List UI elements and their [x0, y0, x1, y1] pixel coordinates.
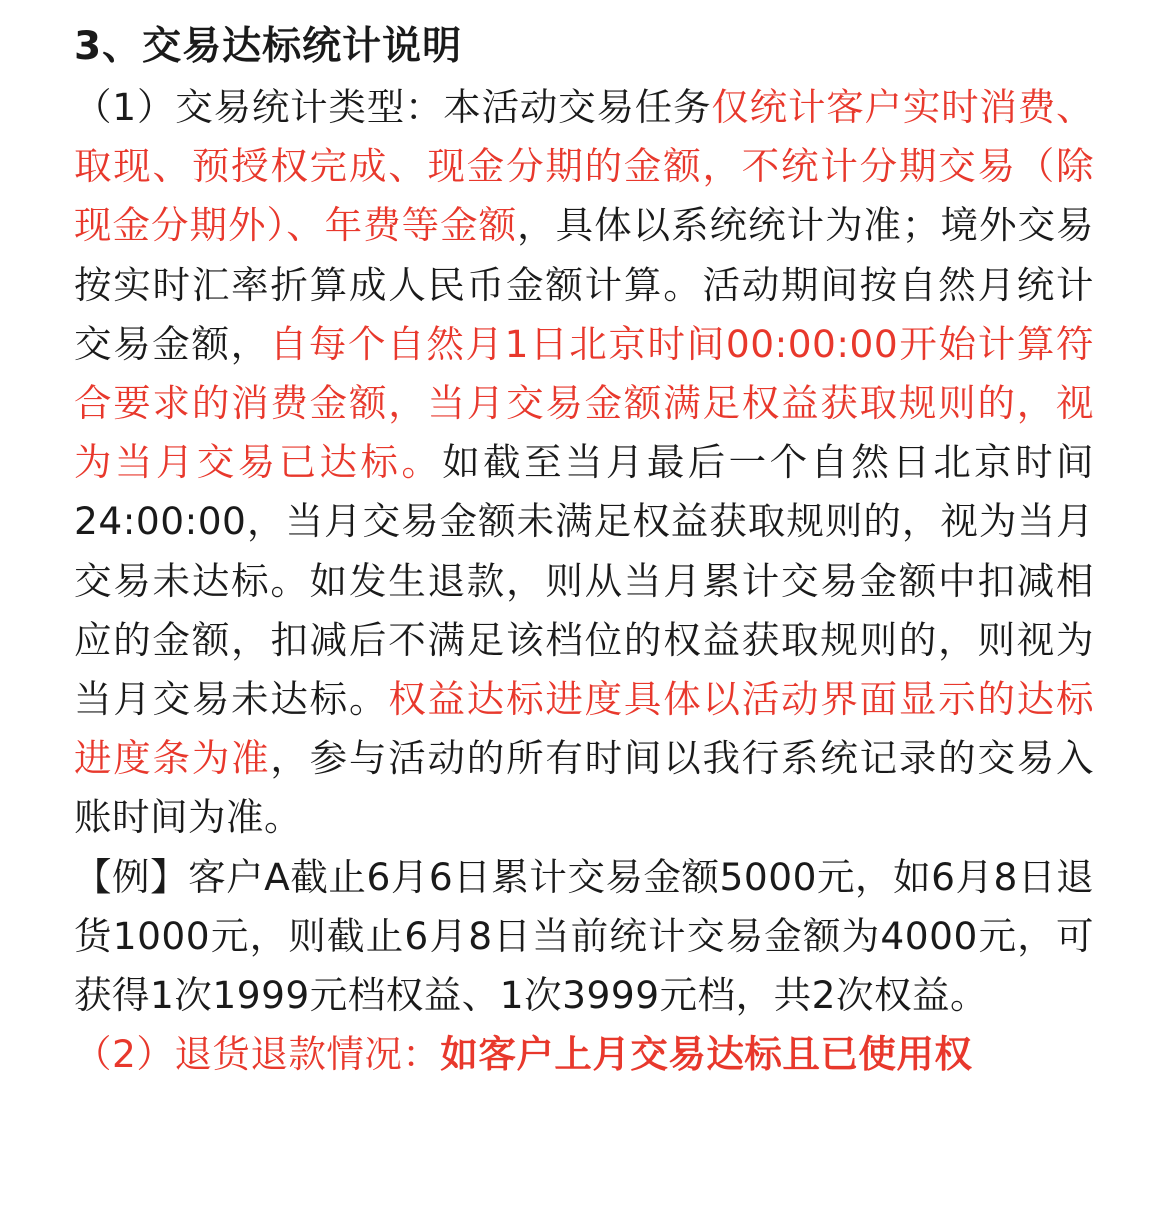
p1-highlight-1: 仅统计客户实时消费、取现、预授权完成、现金分期的金额，不统计分期交易（除现金分期外）、年费等金额 — [74, 85, 1095, 248]
p1-text-1: （1）交易统计类型：本活动交易任务 — [74, 85, 712, 129]
p1-text-4: ，参与活动的所有时间以我行系统记录的交易入账时间为准。 — [74, 736, 1095, 840]
document-page — [74, 18, 1094, 1084]
refund-label: （2）退货退款情况： — [74, 1032, 441, 1077]
p1-highlight-2: 自每个自然月1日北京时间00:00:00开始计算符合要求的消费金额，当月交易金额满足权益获取规则的，视为当月交易已达标。 — [74, 321, 1094, 485]
paragraph-example: 【例】客户A截止6月6日累计交易金额5000元，如6月8日退货1000元，则截止6月8日当前统计交易金额为4000元，可获得1次1999元档权益、1次3999元档，共2次权益。 — [74, 854, 1094, 1018]
section-heading: 3、交易达标统计说明 — [74, 24, 463, 69]
p1-text-3: 如截至当月最后一个自然日北京时间24:00:00，当月交易金额未满足权益获取规则的，视为当月交易未达标。如发生退款，则从当月累计交易金额中扣减相应的金额，扣减后不满足该档位的权益获取规则的，则视为当月交易未达标。 — [74, 440, 1094, 722]
refund-text: 如客户上月交易达标且已使用权 — [440, 1032, 973, 1077]
p1-text-2: ，具体以系统统计为准；境外交易按实时汇率折算成人民币金额计算。活动期间按自然月统计交易金额， — [74, 203, 1095, 366]
paragraph-trade-stat-type — [74, 78, 1094, 848]
p1-highlight-3: 权益达标进度具体以活动界面显示的达标进度条为准 — [74, 677, 1095, 781]
paragraph-refund — [74, 1025, 1094, 1084]
